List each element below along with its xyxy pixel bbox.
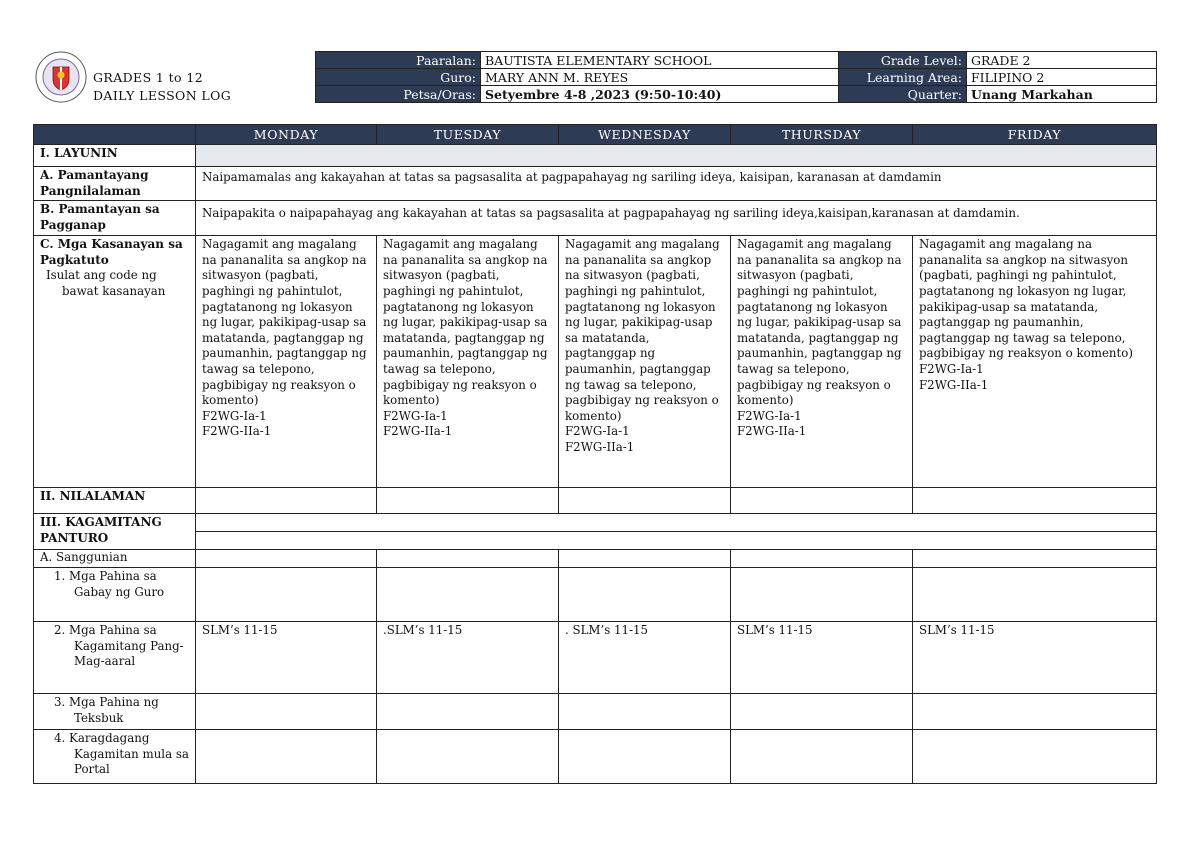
kasanayan-label: C. Mga Kasanayan sa Pagkatuto [40, 237, 183, 267]
kagamitang-bottom-cell [196, 532, 1157, 550]
days-header-row [34, 125, 1157, 145]
learning-area-label: Learning Area: [839, 69, 967, 86]
nilalaman-tuesday [377, 488, 559, 514]
gabay-monday [196, 568, 377, 622]
blank-header-cell [34, 125, 196, 145]
gabay-row [34, 568, 1157, 622]
kasanayan-wednesday: Nagagamit ang magalang na pananalita sa angkop na sitwasyon (pagbati, paghingi ng pahintulot, pagtatanong ng lokasyon ng lugar, pakikipag-usap sa matatanda, pagtanggap ng paumanhin, pagtanggap ng tawag sa telepono, pagbibigay ng reaksyon o komento) F2WG-Ia-1 F2WG-IIa-1 [559, 236, 731, 488]
day-header-monday: MONDAY [196, 125, 377, 145]
learning-area-value: FILIPINO 2 [967, 69, 1157, 86]
lesson-log-table [33, 124, 1157, 784]
quarter-value: Unang Markahan [967, 86, 1157, 103]
slm-monday: SLM’s 11-15 [196, 622, 377, 694]
slm-tuesday: .SLM’s 11-15 [377, 622, 559, 694]
kasanayan-monday: Nagagamit ang magalang na pananalita sa angkop na sitwasyon (pagbati, paghingi ng pahintulot, pagtatanong ng lokasyon ng lugar, pakikipag-usap sa matatanda, pagtanggap ng paumanhin, pagtanggap ng tawag sa telepono, pagbibigay ng reaksyon o komento) F2WG-Ia-1 F2WG-IIa-1 [196, 236, 377, 488]
nilalaman-thursday [731, 488, 913, 514]
karagdagang-thursday [731, 730, 913, 784]
info-table [315, 51, 1157, 103]
slm-wednesday: . SLM’s 11-15 [559, 622, 731, 694]
kagamitang-pang-label-cell [34, 622, 196, 694]
kasanayan-row [34, 236, 1157, 488]
gabay-tuesday [377, 568, 559, 622]
nilalaman-friday [913, 488, 1157, 514]
paaralan-value: BAUTISTA ELEMENTARY SCHOOL [481, 52, 839, 69]
day-header-thursday: THURSDAY [731, 125, 913, 145]
pamantayan-pagganap-row [34, 201, 1157, 236]
nilalaman-wednesday [559, 488, 731, 514]
grade-level-value: GRADE 2 [967, 52, 1157, 69]
kagamitang-pang-row [34, 622, 1157, 694]
nilalaman-label: II. NILALAMAN [34, 488, 196, 514]
kasanayan-thursday: Nagagamit ang magalang na pananalita sa angkop na sitwasyon (pagbati, paghingi ng pahintulot, pagtatanong ng lokasyon ng lugar, pakikipag-usap sa matatanda, pagtanggap ng paumanhin, pagtanggap ng tawag sa telepono, pagbibigay ng reaksyon o komento) F2WG-Ia-1 F2WG-IIa-1 [731, 236, 913, 488]
teksbuk-label: 3. Mga Pahina ng Teksbuk [54, 695, 159, 725]
teksbuk-label-cell [34, 694, 196, 730]
gabay-friday [913, 568, 1157, 622]
kagamitang-top-cell [196, 514, 1157, 532]
kasanayan-sub-label: Isulat ang code ng bawat kasanayan [46, 268, 166, 298]
gabay-label: 1. Mga Pahina sa Gabay ng Guro [54, 569, 165, 599]
sanggunian-wednesday [559, 550, 731, 568]
lesson-log-header [33, 51, 1156, 107]
kasanayan-tuesday: Nagagamit ang magalang na pananalita sa angkop na sitwasyon (pagbati, paghingi ng pahintulot, pagtatanong ng lokasyon ng lugar, pakikipag-usap sa matatanda, pagtanggap ng paumanhin, pagtanggap ng tawag sa telepono, pagbibigay ng reaksyon o komento) F2WG-Ia-1 F2WG-IIa-1 [377, 236, 559, 488]
sanggunian-label: A. Sanggunian [34, 550, 196, 568]
gabay-wednesday [559, 568, 731, 622]
day-header-tuesday: TUESDAY [377, 125, 559, 145]
form-title-line1: GRADES 1 to 12 [93, 70, 204, 85]
karagdagang-wednesday [559, 730, 731, 784]
gabay-thursday [731, 568, 913, 622]
karagdagang-row [34, 730, 1157, 784]
sanggunian-tuesday [377, 550, 559, 568]
kagamitang-row-2 [34, 532, 1157, 550]
guro-value: MARY ANN M. REYES [481, 69, 839, 86]
nilalaman-row [34, 488, 1157, 514]
grade-level-label: Grade Level: [839, 52, 967, 69]
slm-thursday: SLM’s 11-15 [731, 622, 913, 694]
teksbuk-tuesday [377, 694, 559, 730]
layunin-label: I. LAYUNIN [34, 145, 196, 167]
teksbuk-thursday [731, 694, 913, 730]
paaralan-label: Paaralan: [316, 52, 481, 69]
teksbuk-wednesday [559, 694, 731, 730]
sanggunian-friday [913, 550, 1157, 568]
deped-seal-icon [35, 51, 87, 103]
pamantayang-pangnilalaman-text: Naipamamalas ang kakayahan at tatas sa pagsasalita at pagpapahayag ng sariling ideya, kaisipan, karanasan at damdamin [196, 167, 1157, 201]
teksbuk-monday [196, 694, 377, 730]
nilalaman-monday [196, 488, 377, 514]
pamantayan-pagganap-text: Naipapakita o naipapahayag ang kakayahan at tatas sa pagsasalita at pagpapahayag ng sariling ideya,kaisipan,karanasan at damdamin. [196, 201, 1157, 236]
quarter-label: Quarter: [839, 86, 967, 103]
teksbuk-friday [913, 694, 1157, 730]
petsa-label: Petsa/Oras: [316, 86, 481, 103]
form-title-line2: DAILY LESSON LOG [93, 88, 232, 103]
teksbuk-row [34, 694, 1157, 730]
layunin-cell [196, 145, 1157, 167]
kagamitang-row-1 [34, 514, 1157, 532]
layunin-row [34, 145, 1157, 167]
kagamitang-label: III. KAGAMITANG PANTURO [34, 514, 196, 550]
karagdagang-tuesday [377, 730, 559, 784]
karagdagang-monday [196, 730, 377, 784]
sanggunian-monday [196, 550, 377, 568]
sanggunian-row [34, 550, 1157, 568]
petsa-value: Setyembre 4-8 ,2023 (9:50-10:40) [481, 86, 839, 103]
guro-label: Guro: [316, 69, 481, 86]
karagdagang-label-cell [34, 730, 196, 784]
slm-friday: SLM’s 11-15 [913, 622, 1157, 694]
pamantayang-pangnilalaman-row [34, 167, 1157, 201]
kasanayan-label-cell [34, 236, 196, 488]
gabay-label-cell [34, 568, 196, 622]
kagamitang-pang-label: 2. Mga Pahina sa Kagamitang Pang-Mag-aaral [54, 623, 184, 669]
pamantayang-pangnilalaman-label: A. Pamantayang Pangnilalaman [34, 167, 196, 201]
karagdagang-label: 4. Karagdagang Kagamitan mula sa Portal [54, 731, 189, 777]
sanggunian-thursday [731, 550, 913, 568]
pamantayan-pagganap-label: B. Pamantayan sa Pagganap [34, 201, 196, 236]
kasanayan-friday: Nagagamit ang magalang na pananalita sa angkop na sitwasyon (pagbati, paghingi ng pahintulot, pagtatanong ng lokasyon ng lugar, pakikipag-usap sa matatanda, pagtanggap ng paumanhin, pagtanggap ng tawag sa telepono, pagbibigay ng reaksyon o komento) F2WG-Ia-1 F2WG-IIa-1 [913, 236, 1157, 488]
karagdagang-friday [913, 730, 1157, 784]
day-header-wednesday: WEDNESDAY [559, 125, 731, 145]
day-header-friday: FRIDAY [913, 125, 1157, 145]
